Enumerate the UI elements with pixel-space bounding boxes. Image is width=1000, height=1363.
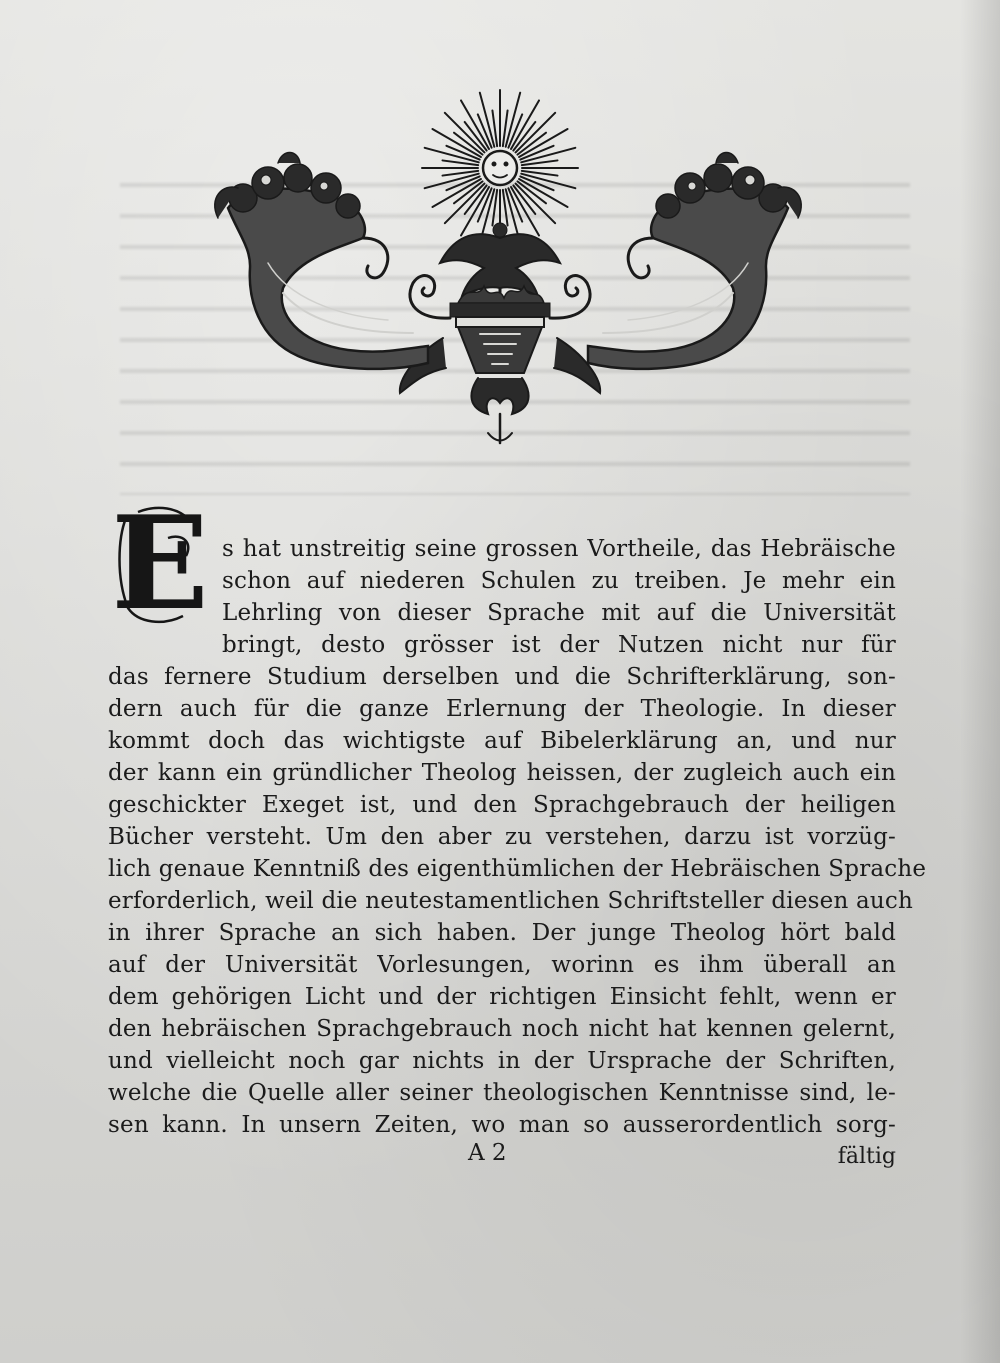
text-line-6: dern auch für die ganze Erlernung der Theologie. In dieser: [108, 696, 896, 722]
text-line-1: s hat unstreitig seine grossen Vortheile, das Hebräische: [222, 536, 896, 562]
drop-cap-initial: E: [111, 489, 209, 639]
text-line-8: der kann ein gründlicher Theolog heissen, der zugleich auch ein: [108, 760, 896, 786]
text-line-4: bringt, desto grösser ist der Nutzen nicht nur für: [222, 632, 896, 658]
text-line-15: dem gehörigen Licht und der richtigen Einsicht fehlt, wenn er: [108, 984, 896, 1010]
text-line-9: geschickter Exeget ist, und den Sprachgebrauch der heiligen: [108, 792, 896, 818]
text-line-11: lich genaue Kenntniß des eigenthümlichen der Hebräischen Sprache: [108, 856, 927, 882]
text-line-13: in ihrer Sprache an sich haben. Der junge Theolog hört bald: [108, 920, 896, 946]
text-line-7: kommt doch das wichtigste auf Bibelerklärung an, und nur: [108, 728, 896, 754]
catchword: fältig: [837, 1144, 896, 1169]
signature-mark: A 2: [468, 1140, 507, 1166]
text-line-19: sen kann. In unsern Zeiten, wo man so ausserordentlich sorg-: [108, 1112, 896, 1138]
text-line-14: auf der Universität Vorlesungen, worinn es ihm überall an: [108, 952, 896, 978]
text-line-16: den hebräischen Sprachgebrauch noch nicht hat kennen gelernt,: [108, 1016, 896, 1042]
text-line-10: Bücher versteht. Um den aber zu verstehen, darzu ist vorzüg-: [108, 824, 896, 850]
text-line-3: Lehrling von dieser Sprache mit auf die Universität: [222, 600, 896, 626]
text-line-18: welche die Quelle aller seiner theologischen Kenntnisse sind, le-: [108, 1080, 896, 1106]
text-line-5: das fernere Studium derselben und die Schrifterklärung, son-: [108, 664, 896, 690]
text-line-12: erforderlich, weil die neutestamentlichen Schriftsteller diesen auch: [108, 888, 913, 914]
text-line-17: und vielleicht noch gar nichts in der Ursprache der Schriften,: [108, 1048, 896, 1074]
text-line-2: schon auf niederen Schulen zu treiben. Je mehr ein: [222, 568, 896, 594]
